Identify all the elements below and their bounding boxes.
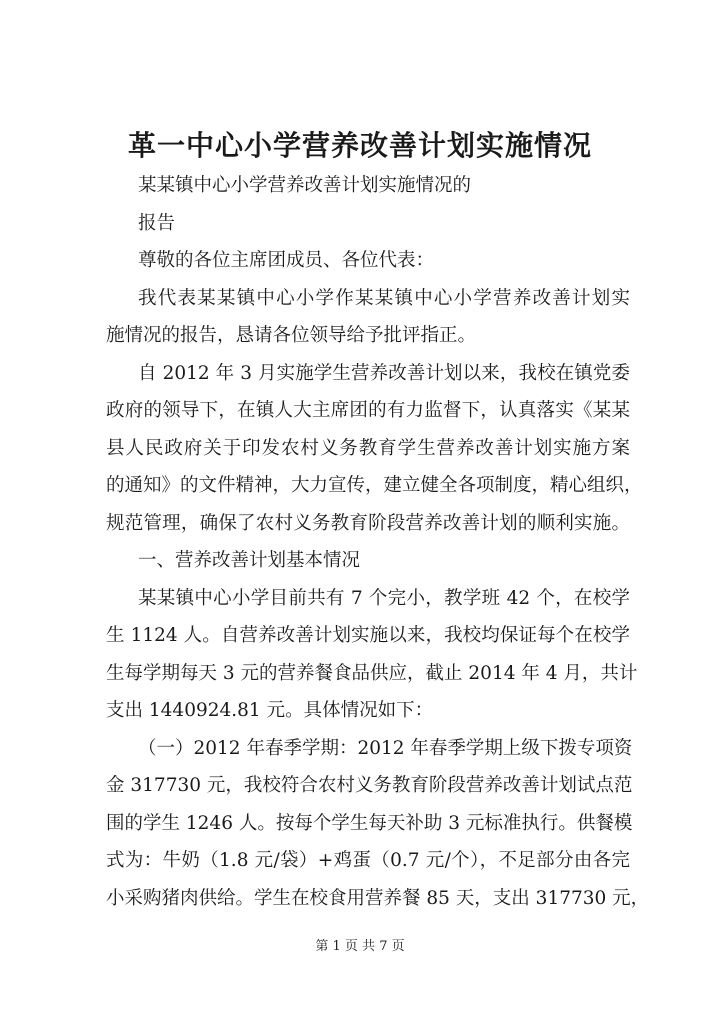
document-title: 革一中心小学营养改善计划实施情况 bbox=[127, 129, 592, 162]
document-body bbox=[106, 167, 650, 917]
body-line: 报告 bbox=[138, 212, 176, 234]
body-line: 式为：牛奶（1.8 元/袋）+鸡蛋（0.7 元/个），不足部分由各完 bbox=[106, 850, 630, 871]
body-line: 金 317730 元，我校符合农村义务教育阶段营养改善计划试点范 bbox=[106, 775, 633, 796]
body-line: 规范管理，确保了农村义务教育阶段营养改善计划的顺利实施。 bbox=[106, 512, 630, 534]
body-line: 某某镇中心小学目前共有 7 个完小，教学班 42 个，在校学 bbox=[138, 587, 630, 609]
body-line: 生每学期每天 3 元的营养餐食品供应，截止 2014 年 4 月，共计 bbox=[106, 662, 638, 684]
page-number-footer: 第 1 页 共 7 页 bbox=[315, 939, 405, 954]
body-line: 的通知》的文件精神，大力宣传，建立健全各项制度，精心组织， bbox=[106, 475, 643, 496]
salutation-line: 尊敬的各位主席团成员、各位代表： bbox=[138, 250, 435, 271]
body-line: 县人民政府关于印发农村义务教育学生营养改善计划实施方案 bbox=[106, 437, 630, 459]
body-line: 小采购猪肉供给。学生在校食用营养餐 85 天，支出 317730 元， bbox=[106, 887, 650, 909]
body-line: 自 2012 年 3 月实施学生营养改善计划以来，我校在镇党委 bbox=[138, 362, 630, 384]
body-line: 政府的领导下，在镇人大主席团的有力监督下，认真落实《某某 bbox=[106, 400, 630, 421]
body-line: （一）2012 年春季学期：2012 年春季学期上级下拨专项资 bbox=[138, 737, 633, 759]
body-line: 围的学生 1246 人。按每个学生每天补助 3 元标准执行。供餐模 bbox=[106, 812, 633, 834]
body-line: 支出 1440924.81 元。具体情况如下： bbox=[106, 700, 434, 721]
body-line: 生 1124 人。自营养改善计划实施以来，我校均保证每个在校学 bbox=[106, 625, 630, 646]
section-heading: 一、营养改善计划基本情况 bbox=[138, 550, 361, 571]
body-line: 我代表某某镇中心小学作某某镇中心小学营养改善计划实 bbox=[138, 287, 630, 309]
body-line: 某某镇中心小学营养改善计划实施情况的 bbox=[138, 175, 472, 196]
body-line: 施情况的报告，恳请各位领导给予批评指正。 bbox=[106, 325, 477, 346]
